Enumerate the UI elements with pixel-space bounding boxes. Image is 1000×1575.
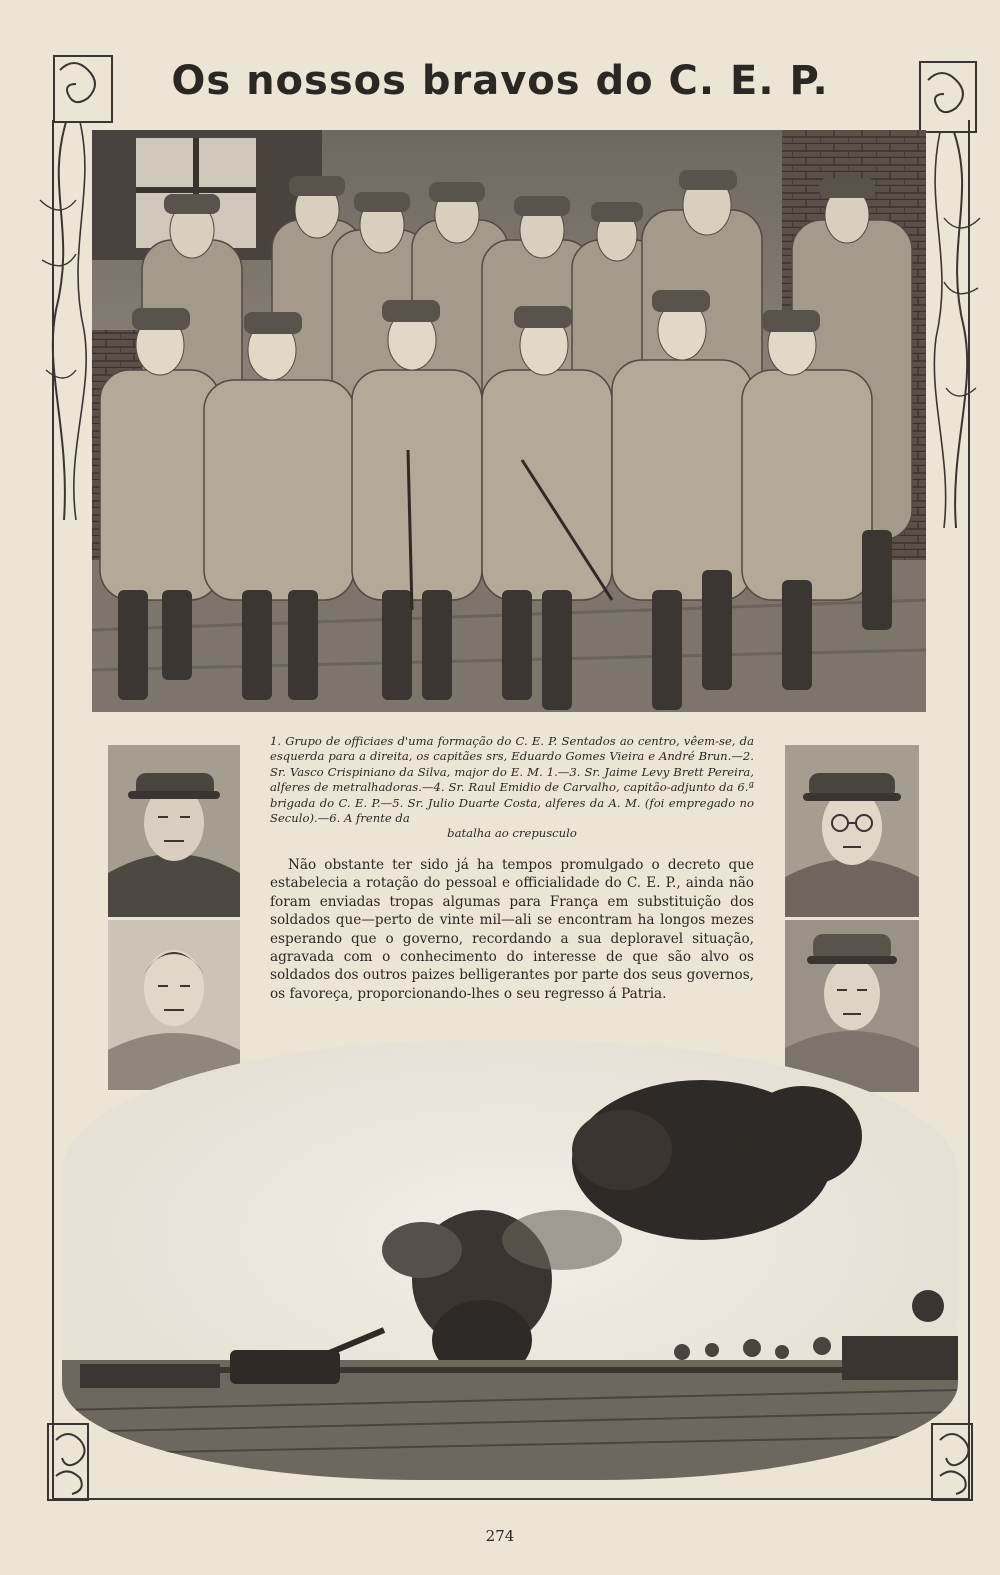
ornament-bottom-right — [928, 1420, 976, 1504]
caption-main: 1. Grupo de officiaes d'uma formação do C. E. P. Sentados ao centro, vêem-se, da esquerda para a direita, os capitães srs, Eduardo Gomes Vieira e André Brun.—2. Sr. Vasco Crispiniano da Silva, major do E. M. 1.—3. Sr. Jaime Levy Brett Pereira, alferes de metralhadoras.—4. Sr. Raul Emidio de Carvalho, capitão-adjunto da 6.ª brigada do C. E. P.—5. Sr. Julio Duarte Costa, alferes da A. M. (foi empregado no Seculo).—6. A frente da — [270, 734, 754, 826]
page-title: Os nossos bravos do C. E. P. — [171, 58, 829, 104]
article-body: Não obstante ter sido já ha tempos promulgado o decreto que estabelecia a rotação do pessoal e officialidade do C. E. P., ainda não foram enviadas tropas algumas para França em substituição dos soldados que—perto de vinte mil—ali se encontram ha longos mezes esperando que o governo, recordando a sua deploravel situação, agravada com o conhecimento do interesse de que são alvo os soldados dos outros paizes belligerantes por parte dos seus governos, os favoreça, proporcionando-lhes o seu regresso á Patria. — [270, 857, 754, 1002]
page-number: 274 — [485, 1527, 515, 1545]
portrait-2 — [108, 745, 240, 917]
portrait-3 — [108, 920, 240, 1090]
portrait-5 — [785, 920, 919, 1092]
ornament-bottom-left — [44, 1420, 92, 1504]
photo-caption — [270, 734, 754, 842]
photo-battle-front — [62, 1040, 958, 1480]
caption-last-line: batalha ao crepusculo — [447, 826, 577, 841]
frame-line-bottom — [52, 1498, 970, 1500]
photo-officers-group — [92, 130, 926, 712]
portrait-4 — [785, 745, 919, 917]
